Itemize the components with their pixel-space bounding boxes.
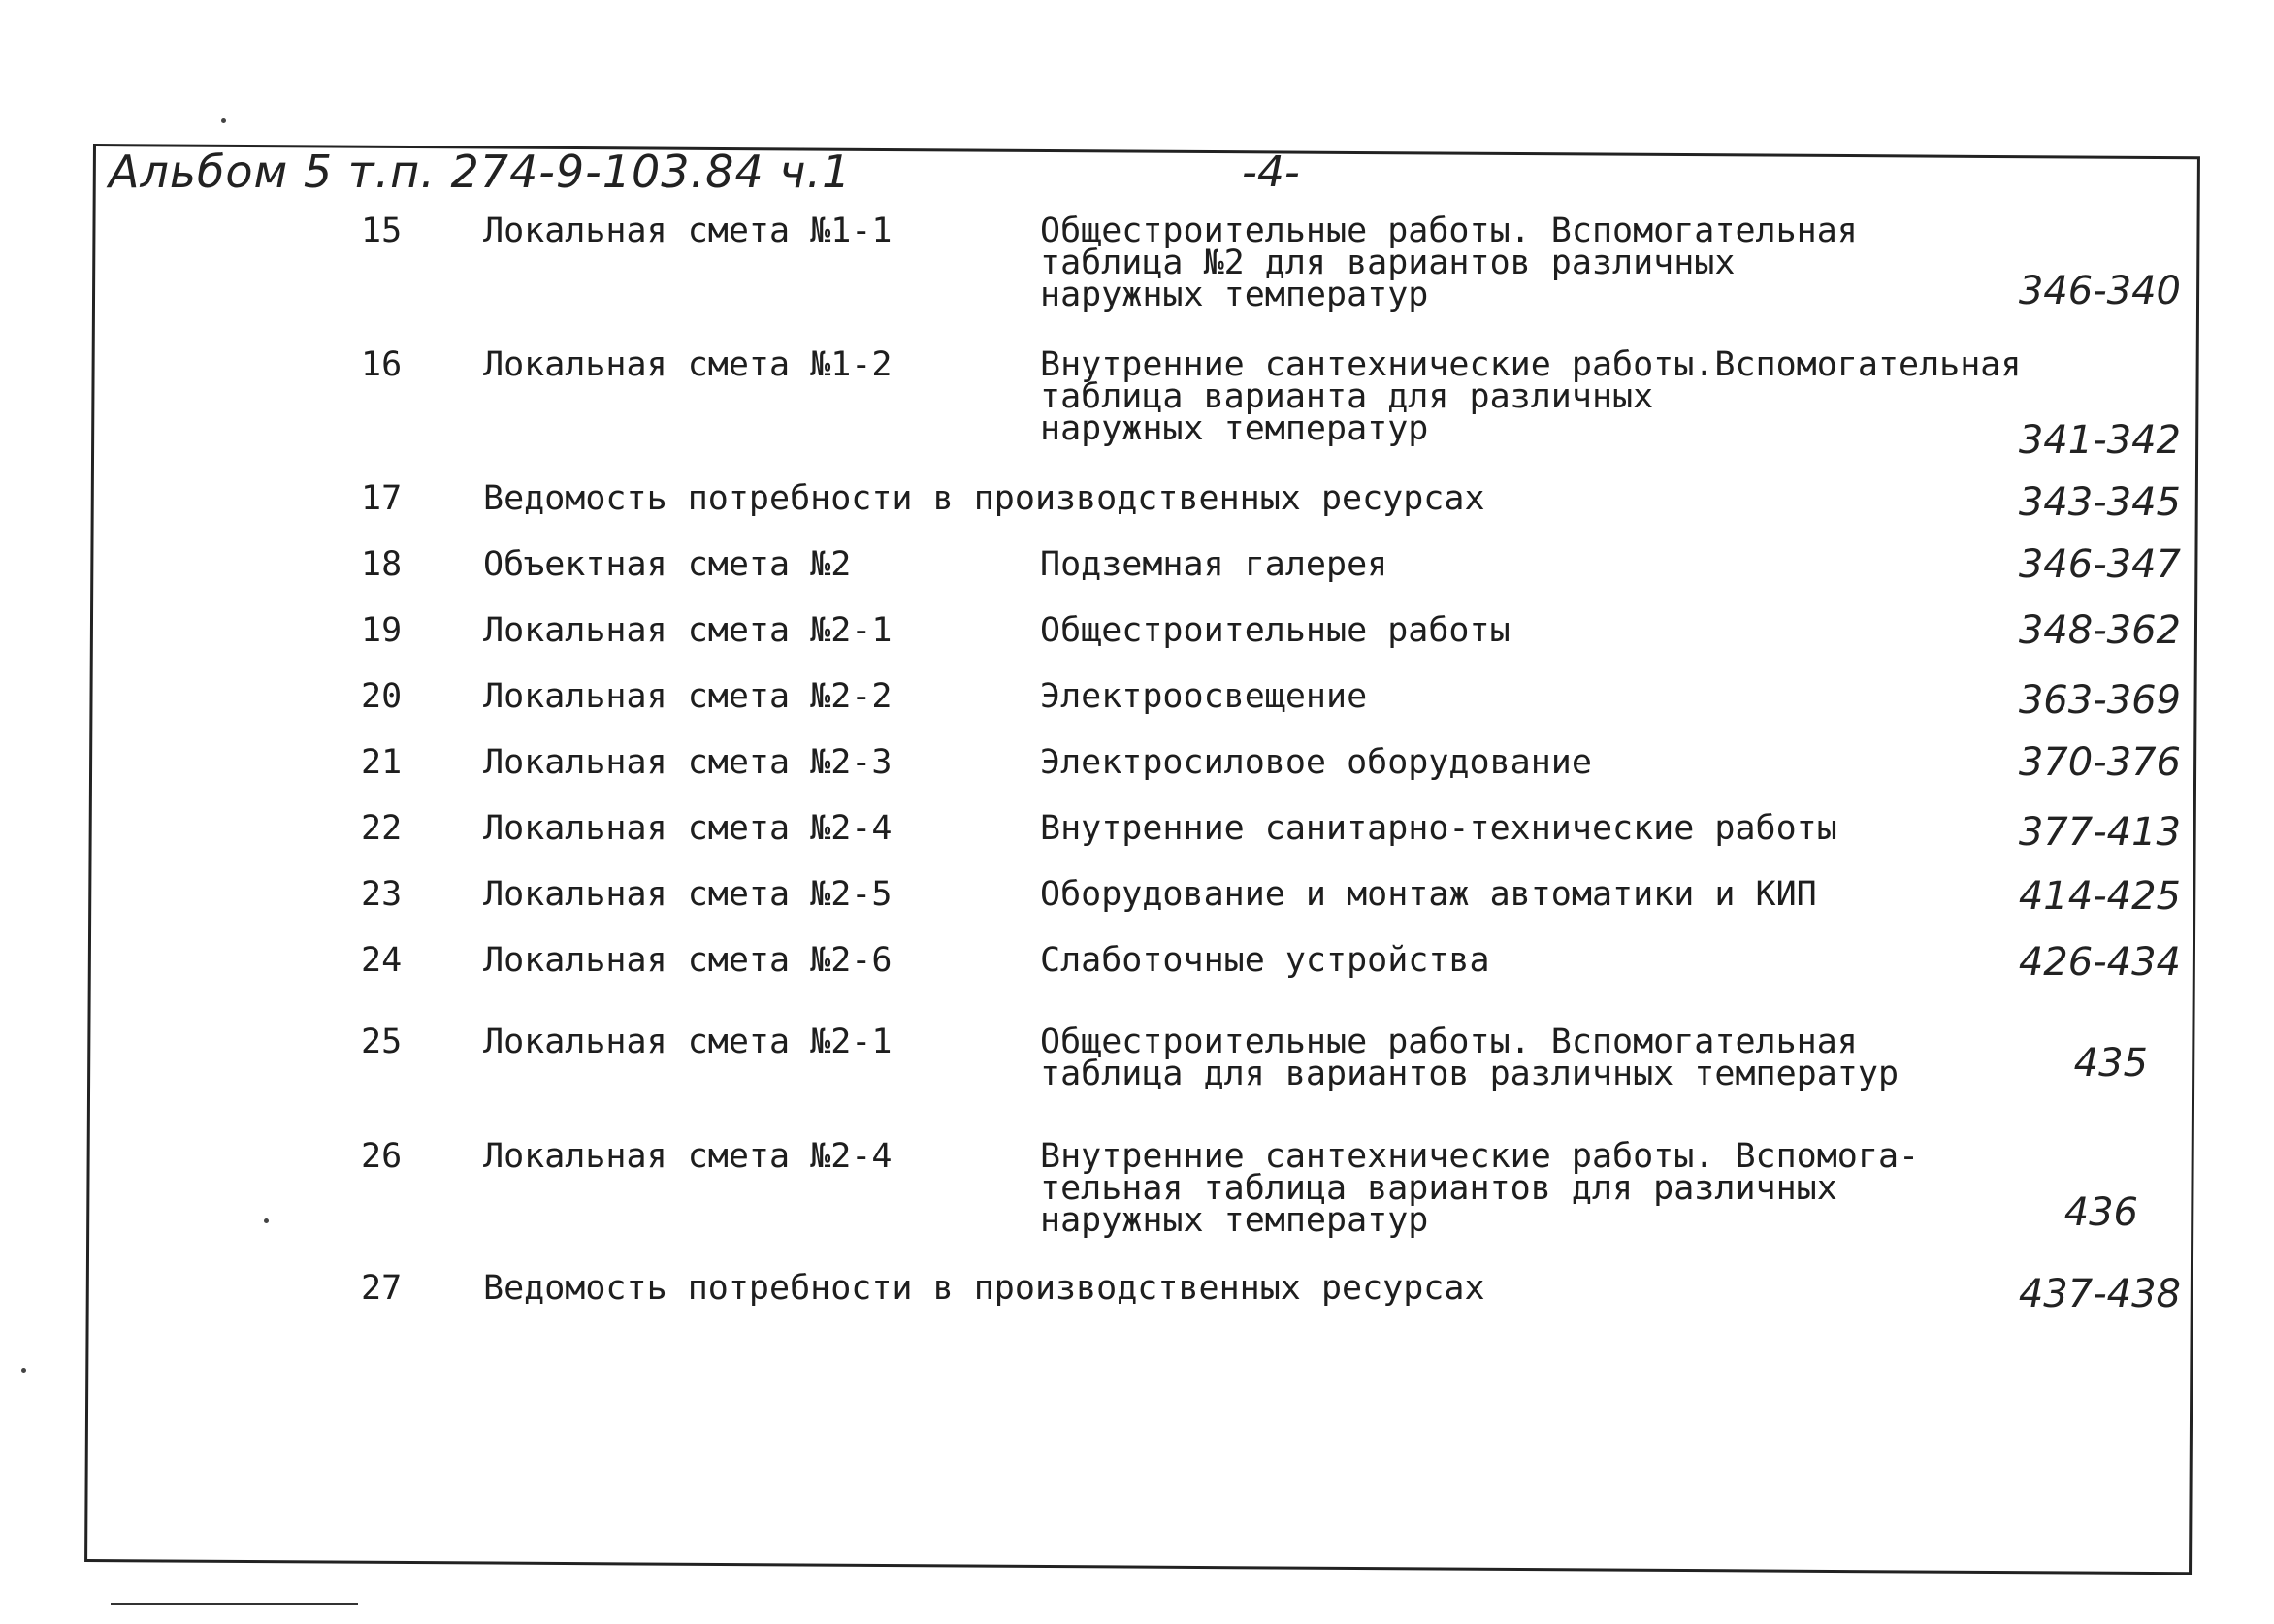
document-name: Локальная смета №2-1 [483,611,893,650]
page-range: 435 [2073,1041,2148,1086]
document-name: Ведомость потребности в производственных ресурсах [483,479,1485,518]
document-name: Локальная смета №1-1 [483,211,893,250]
document-name: Локальная смета №2-2 [483,677,893,716]
row-number: 24 [361,941,403,980]
work-description: Внутренние сантехнические работы. Вспомога- тельная таблица вариантов для различных наружных температур [1040,1137,1920,1240]
row-number: 22 [361,809,403,848]
row-number: 21 [361,743,403,782]
page-range: 377-413 [2018,810,2181,855]
document-name: Локальная смета №2-5 [483,875,893,914]
album-reference: Альбом 5 т.п. 274-9-103.84 ч.1 [109,146,852,198]
work-description: Внутренние санитарно-технические работы [1040,809,1837,848]
row-number: 19 [361,611,403,650]
document-name: Локальная смета №2-4 [483,1137,893,1176]
work-description: Общестроительные работы. Вспомогательная таблица для вариантов различных температур [1040,1023,1900,1093]
page-number: -4- [1242,147,1300,197]
scan-speck [221,118,226,123]
document-name: Локальная смета №2-3 [483,743,893,782]
work-description: Внутренние сантехнические работы.Вспомогательная таблица варианта для различных наружных температур [1040,345,2022,448]
document-name: Локальная смета №1-2 [483,345,893,384]
row-number: 15 [361,211,403,250]
row-number: 27 [361,1269,403,1308]
work-description: Подземная галерея [1040,545,1388,584]
page-range: 363-369 [2018,678,2181,723]
row-number: 25 [361,1023,403,1061]
document-name: Локальная смета №2-6 [483,941,893,980]
row-number: 23 [361,875,403,914]
page-range: 348-362 [2018,608,2181,653]
page-range: 437-438 [2018,1272,2181,1316]
page-range: 343-345 [2018,480,2181,525]
document-name: Локальная смета №2-1 [483,1023,893,1061]
work-description: Оборудование и монтаж автоматики и КИП [1040,875,1817,914]
document-name: Ведомость потребности в производственных ресурсах [483,1269,1485,1308]
work-description: Общестроительные работы. Вспомогательная таблица №2 для вариантов различных наружных температур [1040,211,1858,314]
page-range: 346-340 [2018,269,2181,313]
row-number: 18 [361,545,403,584]
row-number: 20 [361,677,403,716]
scan-speck [264,1218,269,1223]
row-number: 17 [361,479,403,518]
page-range: 370-376 [2018,740,2181,785]
work-description: Электроосвещение [1040,677,1368,716]
page-range: 346-347 [2018,542,2181,587]
work-description: Слаботочные устройства [1040,941,1490,980]
page-range: 341-342 [2018,418,2181,463]
page-range: 414-425 [2018,874,2181,919]
row-number: 16 [361,345,403,384]
scan-speck [21,1368,26,1373]
document-name: Объектная смета №2 [483,545,852,584]
page-range: 426-434 [2018,940,2181,985]
page-range: 436 [2063,1190,2138,1235]
document-name: Локальная смета №2-4 [483,809,893,848]
work-description: Общестроительные работы [1040,611,1511,650]
row-number: 26 [361,1137,403,1176]
work-description: Электросиловое оборудование [1040,743,1592,782]
footer-rule [111,1603,358,1605]
